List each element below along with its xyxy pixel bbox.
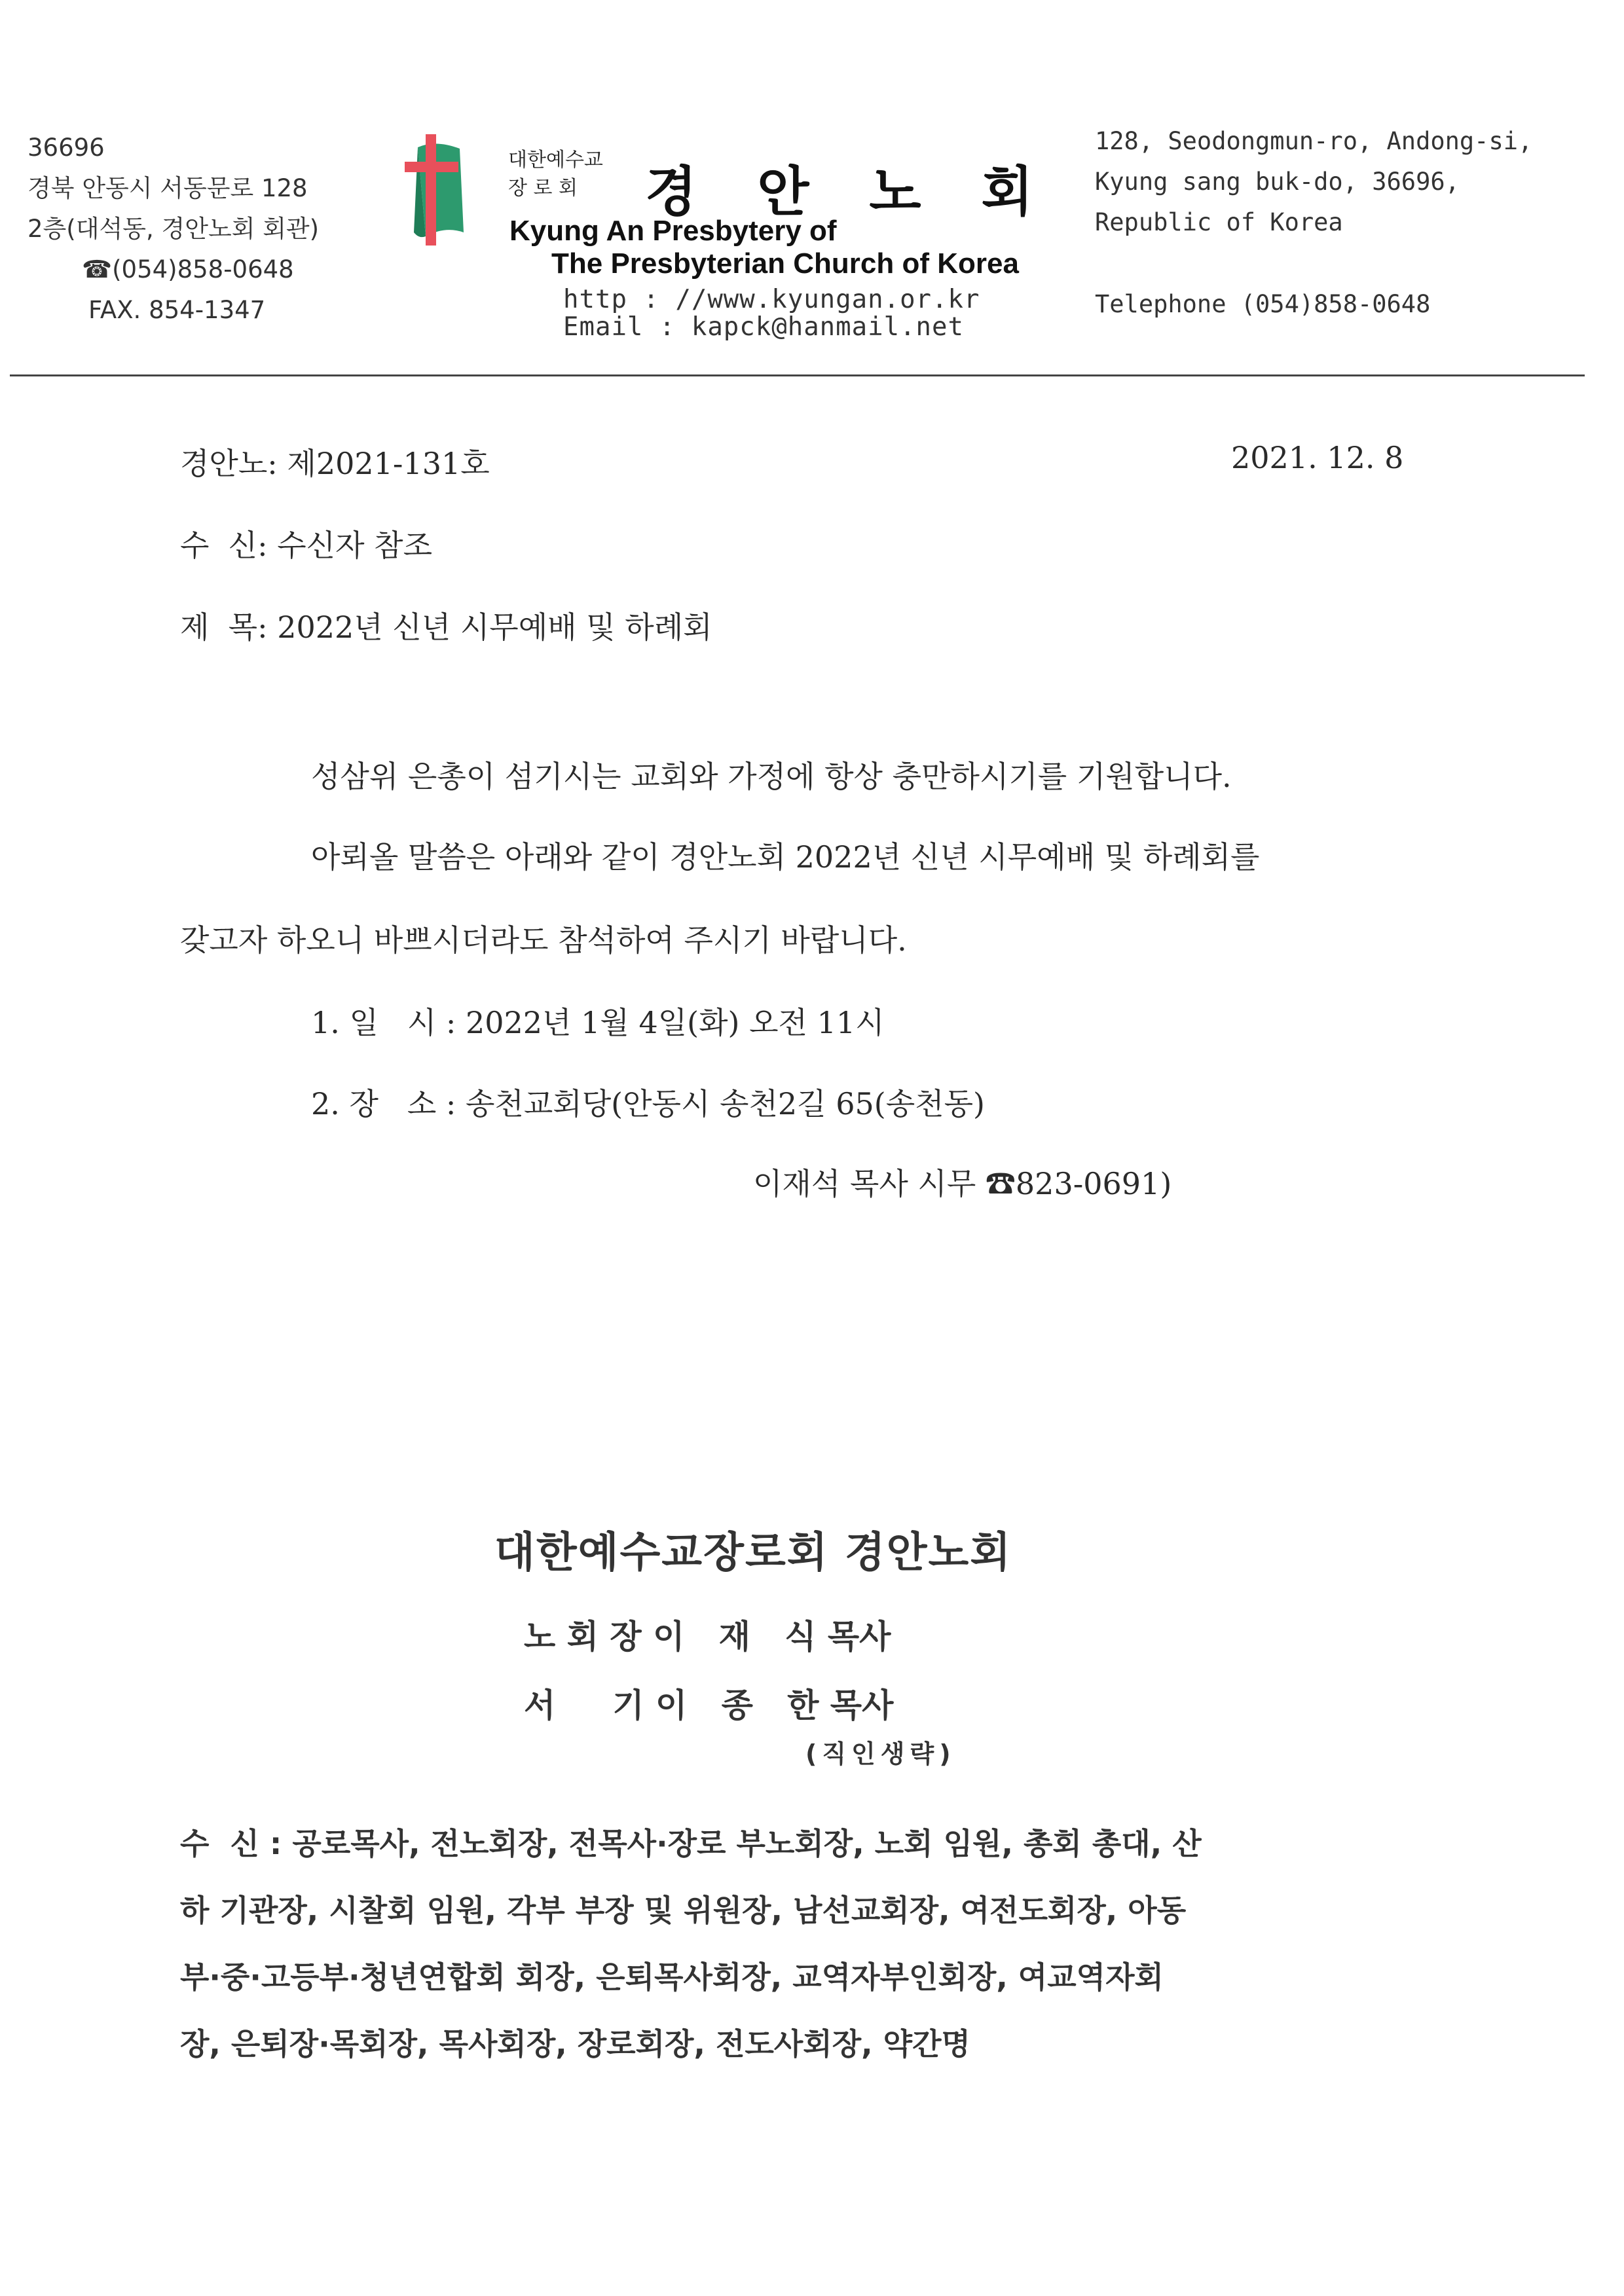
paragraph-line1: 아뢰올 말씀은 아래와 같이 경안노회 2022년 신년 시무예배 및 하례회를	[311, 839, 1260, 875]
email-link[interactable]: Email : kapck@hanmail.net	[563, 312, 964, 342]
seal-omitted-note: (직인생략)	[805, 1740, 956, 1768]
event-datetime-item: 1. 일 시 : 2022년 1월 4일(화) 오전 11시	[311, 1005, 885, 1040]
denomination-line2: 장 로 회	[508, 177, 578, 200]
logo-cross-vertical	[426, 134, 436, 246]
signature-organization: 대한예수교장로회 경안노회	[494, 1529, 1012, 1577]
logo-cross-horizontal	[405, 162, 458, 172]
organization-name-english-line2: The Presbyterian Church of Korea	[551, 247, 1019, 280]
recipient-line: 수 신: 수신자 참조	[180, 528, 433, 563]
letterhead-phone: ☎(054)858-0648	[82, 255, 294, 283]
organization-name-english-line1: Kyung An Presbytery of	[509, 215, 837, 247]
signature-clerk: 서 기 이 종 한 목사	[524, 1686, 894, 1724]
paragraph-line2: 갖고자 하오니 바쁘시더라도 참석하여 주시기 바랍니다.	[180, 922, 907, 958]
signature-moderator: 노 회 장 이 재 식 목사	[524, 1618, 891, 1656]
recipients-line3: 부·중·고등부·청년연합회 회장, 은퇴목사회장, 교역자부인회장, 여교역자회	[180, 1959, 1164, 1995]
organization-name-korean: 경안노회	[645, 161, 1094, 223]
document-date: 2021. 12. 8	[1231, 440, 1404, 475]
letterhead-divider	[10, 374, 1585, 376]
greeting: 성삼위 은총이 섬기시는 교회와 가정에 항상 충만하시기를 기원합니다.	[311, 759, 1232, 794]
contact-line: 이재석 목사 시무 ☎823-0691)	[753, 1166, 1172, 1201]
denomination-line1: 대한예수교	[508, 149, 603, 172]
letterhead-postal-code: 36696	[28, 134, 105, 162]
recipients-line4: 장, 은퇴장·목회장, 목사회장, 장로회장, 전도사회장, 약간명	[180, 2026, 970, 2062]
letterhead-address-line1: 경북 안동시 서동문로 128	[28, 174, 308, 202]
website-link[interactable]: http : //www.kyungan.or.kr	[563, 285, 980, 314]
subject-line: 제 목: 2022년 신년 시무예배 및 하례회	[180, 610, 712, 645]
letterhead-english-address-line3: Republic of Korea	[1095, 208, 1343, 236]
recipients-line1: 수 신 : 공로목사, 전노회장, 전목사·장로 부노회장, 노회 임원, 총회 총대, 산	[180, 1826, 1202, 1861]
church-cross-logo	[399, 134, 471, 246]
event-location-item: 2. 장 소 : 송천교회당(안동시 송천2길 65(송천동)	[311, 1086, 985, 1121]
letterhead-english-address-line1: 128, Seodongmun-ro, Andong-si,	[1095, 127, 1533, 155]
recipients-line2: 하 기관장, 시찰회 임원, 각부 부장 및 위원장, 남선교회장, 여전도회장, 아동	[180, 1893, 1187, 1928]
logo-scroll-shape	[418, 143, 464, 236]
document-number: 경안노: 제2021-131호	[180, 446, 490, 481]
letterhead-telephone: Telephone (054)858-0648	[1095, 290, 1431, 318]
letterhead-english-address-line2: Kyung sang buk-do, 36696,	[1095, 168, 1460, 196]
letterhead-fax: FAX. 854-1347	[88, 296, 266, 324]
letterhead-address-line2: 2층(대석동, 경안노회 회관)	[28, 215, 320, 243]
